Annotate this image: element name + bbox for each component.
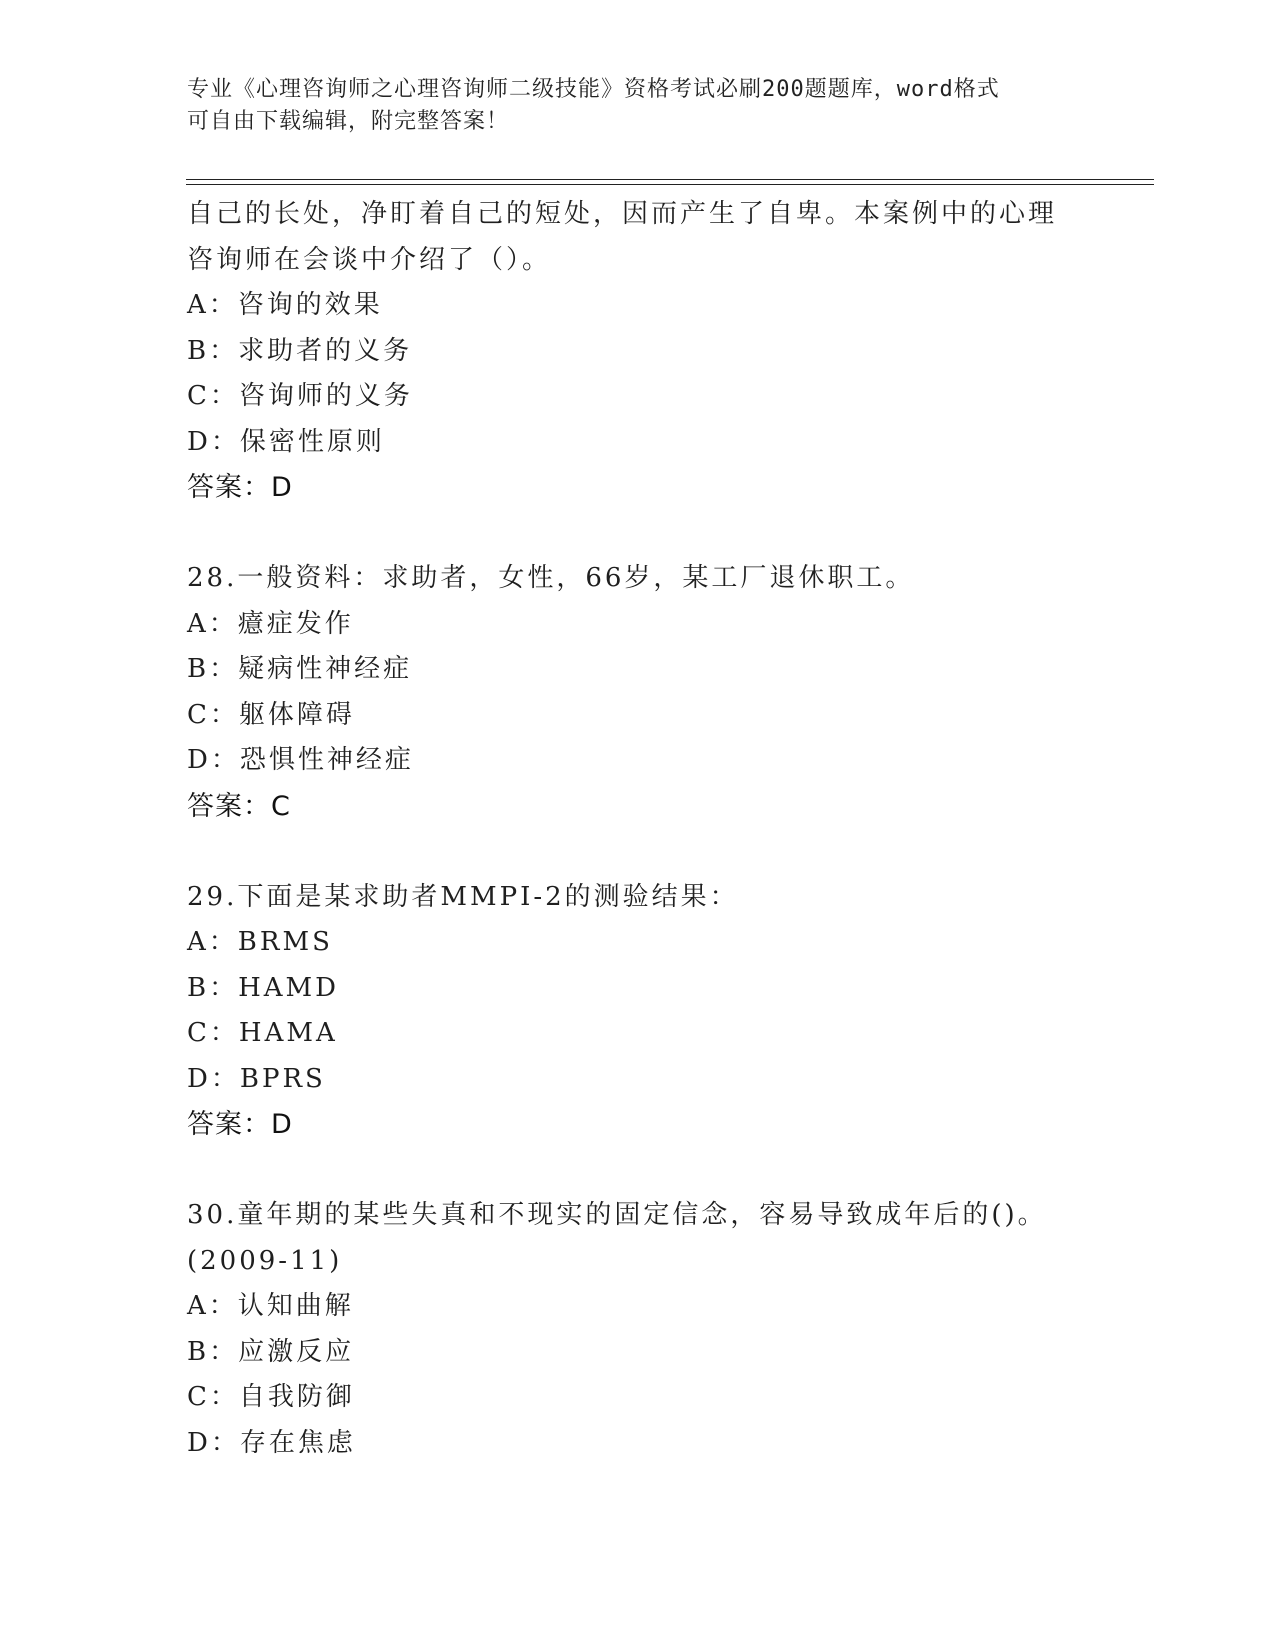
option-b: B：应激反应 [187,1336,355,1367]
question-stem-date: (2009-11) [187,1245,343,1276]
option-b: B：疑病性神经症 [187,654,413,684]
option-c: C：咨询师的义务 [187,381,413,411]
spacer [187,1147,1087,1193]
header-line-2: 可自由下载编辑，附完整答案！ [187,109,510,134]
question-stem: 30.童年期的某些失真和不现实的固定信念，容易导致成年后的()。 [187,1200,1047,1230]
option-c: C：自我防御 [187,1382,355,1412]
option-a: A：咨询的效果 [187,290,383,320]
question-28 [187,556,1087,829]
header-rule-top [186,179,1154,180]
option-d: D：恐惧性神经症 [187,745,414,775]
question-30 [187,1193,1087,1466]
option-b: B：HAMD [187,972,340,1003]
answer-label: 答案：D [187,1109,293,1140]
question-list [187,192,1087,1466]
header-rule-bottom [186,184,1154,185]
option-c: C：躯体障碍 [187,699,355,730]
question-27-continued [187,192,1087,510]
question-stem-line: 咨询师在会谈中介绍了（）。 [187,244,552,275]
option-d: D：保密性原则 [187,426,385,457]
header-line-1: 专业《心理咨询师之心理咨询师二级技能》资格考试必刷200题题库，word格式 [187,77,1000,102]
option-a: A：癔症发作 [187,608,354,639]
answer-label: 答案：C [187,790,291,822]
spacer [187,829,1087,875]
option-d: D：存在焦虑 [187,1427,356,1458]
option-d: D：BPRS [187,1063,326,1094]
option-c: C：HAMA [187,1018,338,1048]
question-stem-line: 自己的长处，净盯着自己的短处，因而产生了自卑。本案例中的心理 [187,199,1058,229]
question-stem: 28.一般资料：求助者，女性，66岁，某工厂退休职工。 [187,563,915,593]
document-header [187,74,1087,138]
option-a: A：BRMS [187,927,333,957]
option-b: B：求助者的义务 [187,335,413,366]
question-stem: 29.下面是某求助者MMPI-2的测验结果： [187,881,739,912]
question-29 [187,875,1087,1148]
answer-label: 答案：D [187,472,293,503]
spacer [187,510,1087,556]
option-a: A：认知曲解 [187,1291,354,1321]
